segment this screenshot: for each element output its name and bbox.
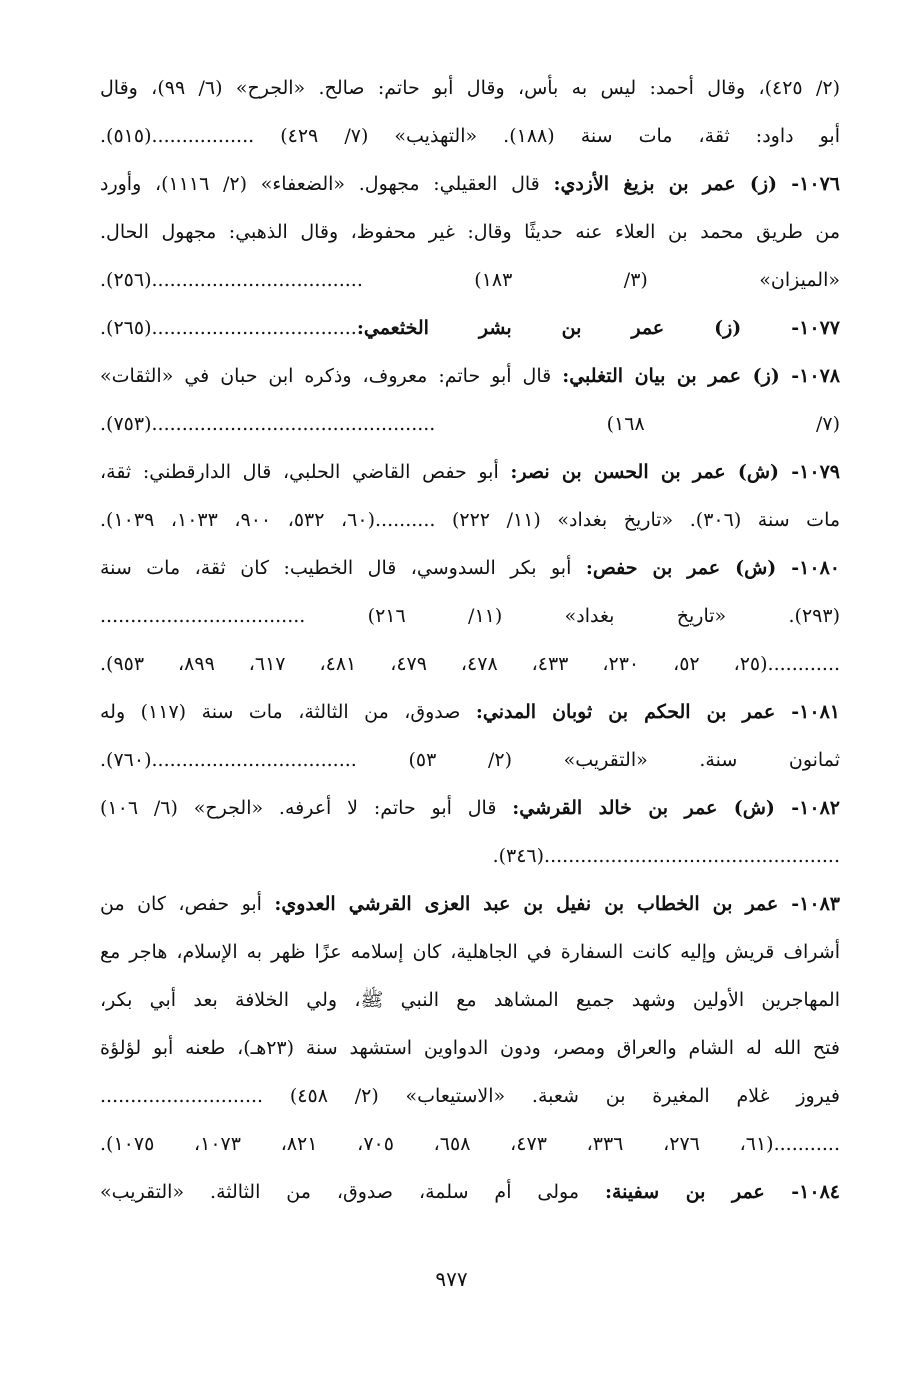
- entry-text: مولى أم سلمة، صدوق، من الثالثة. «التقريب»: [100, 1181, 605, 1203]
- text-line: [100, 496, 840, 544]
- entry-text: قال أبو حاتم: معروف، وذكره ابن حبان في «الثقات»: [100, 365, 563, 387]
- entry-text: قال أبو حاتم: لا أعرفه. «الجرح» (٦/ ١٠٦): [100, 797, 513, 819]
- entry-text: ..................................(٢٦٥).: [100, 317, 357, 339]
- text-line: [100, 112, 840, 160]
- entry-text: صدوق، من الثالثة، مات سنة (١١٧) وله: [100, 701, 476, 723]
- entry-heading: ١٠٧٧- (ز) عمر بن بشر الخثعمي:: [356, 317, 840, 339]
- entry-text: من طريق محمد بن العلاء عنه حديثًا وقال: غير محفوظ، وقال الذهبي: مجهول الحال.: [100, 221, 840, 243]
- text-line: [100, 1024, 840, 1072]
- text-line: [100, 1120, 840, 1168]
- entry-heading: ١٠٧٨- (ز) عمر بن بيان التغلبي:: [562, 365, 840, 387]
- text-line: [100, 1072, 840, 1120]
- entry-text: (٢٩٣). «تاريخ بغداد» (١١/ ٢١٦) ..................................: [100, 605, 840, 627]
- entry-text: أشراف قريش وإليه كانت السفارة في الجاهلية، كان إسلامه عزًا ظهر به الإسلام، هاجر مع: [100, 941, 840, 963]
- entry-text: مات سنة (٣٠٦). «تاريخ بغداد» (١١/ ٢٢٢) ..........(٦٠، ٥٣٢، ٩٠٠، ١٠٣٣، ١٠٣٩).: [100, 509, 840, 531]
- text-line: [100, 736, 840, 784]
- entry-heading: ١٠٨٠- (ش) عمر بن حفص:: [585, 557, 840, 579]
- text-line: [100, 832, 840, 880]
- entry-text: المهاجرين الأولين وشهد جميع المشاهد مع النبي ﷺ، ولي الخلافة بعد أبي بكر،: [100, 989, 840, 1011]
- entry-heading: ١٠٨٣- عمر بن الخطاب بن نفيل بن عبد العزى القرشي العدوي:: [274, 893, 840, 915]
- entry-text: (٢/ ٤٢٥)، وقال أحمد: ليس به بأس، وقال أبو حاتم: صالح. «الجرح» (٦/ ٩٩)، وقال: [100, 77, 840, 99]
- text-line: [100, 256, 840, 304]
- text-line: [100, 304, 840, 352]
- entry-text: أبو بكر السدوسي، قال الخطيب: كان ثقة، مات سنة: [100, 557, 586, 579]
- entry-text: أبو حفص القاضي الحلبي، قال الدارقطني: ثقة،: [100, 461, 511, 483]
- text-line: [100, 64, 840, 112]
- text-line: [100, 208, 840, 256]
- text-line: [100, 928, 840, 976]
- text-line: [100, 400, 840, 448]
- text-line: [100, 1168, 840, 1216]
- text-line: [100, 880, 840, 928]
- text-line: [100, 448, 840, 496]
- text-line: [100, 688, 840, 736]
- text-line: [100, 640, 840, 688]
- text-line: [100, 160, 840, 208]
- entry-text: ............(٢٥، ٥٢، ٢٣٠، ٤٣٣، ٤٧٨، ٤٧٩، ٤٨١، ٦١٧، ٨٩٩، ٩٥٣).: [100, 653, 840, 675]
- entry-text: أبو حفص، كان من: [100, 893, 275, 915]
- entry-text: .................................................(٣٤٦).: [492, 845, 840, 867]
- text-line: [100, 976, 840, 1024]
- entry-heading: ١٠٧٦- (ز) عمر بن بزيغ الأزدي:: [553, 173, 840, 195]
- entry-heading: ١٠٨٢- (ش) عمر بن خالد القرشي:: [512, 797, 840, 819]
- text-line: [100, 784, 840, 832]
- entry-text: ...........(٦١، ٢٧٦، ٣٣٦، ٤٧٣، ٦٥٨، ٧٠٥، ٨٢١، ١٠٧٣، ١٠٧٥).: [100, 1133, 840, 1155]
- text-line: [100, 352, 840, 400]
- text-line: [100, 544, 840, 592]
- entry-text: «الميزان» (٣/ ١٨٣) ...................................(٢٥٦).: [100, 269, 840, 291]
- entry-heading: ١٠٧٩- (ش) عمر بن الحسن بن نصر:: [510, 461, 840, 483]
- page-number: ٩٧٧: [435, 1267, 468, 1291]
- entry-text: فتح الله له الشام والعراق ومصر، ودون الدواوين استشهد سنة (٢٣هـ)، طعنه أبو لؤلؤة: [100, 1037, 840, 1059]
- entry-heading: ١٠٨٤- عمر بن سفينة:: [604, 1181, 840, 1203]
- entry-text: فيروز غلام المغيرة بن شعبة. «الاستيعاب» (٢/ ٤٥٨) ...........................: [100, 1085, 840, 1107]
- text-line: [100, 592, 840, 640]
- entry-heading: ١٠٨١- عمر بن الحكم بن ثوبان المدني:: [475, 701, 840, 723]
- page-body: [100, 64, 840, 1216]
- entry-text: (٧/ ١٦٨) ...............................................(٧٥٣).: [100, 413, 840, 435]
- entry-text: قال العقيلي: مجهول. «الضعفاء» (٢/ ١١١٦)، وأورد: [100, 173, 554, 195]
- entry-text: ثمانون سنة. «التقريب» (٢/ ٥٣) ..................................(٧٦٠).: [100, 749, 840, 771]
- entry-text: أبو داود: ثقة، مات سنة (١٨٨). «التهذيب» (٧/ ٤٢٩) .................(٥١٥).: [100, 125, 840, 147]
